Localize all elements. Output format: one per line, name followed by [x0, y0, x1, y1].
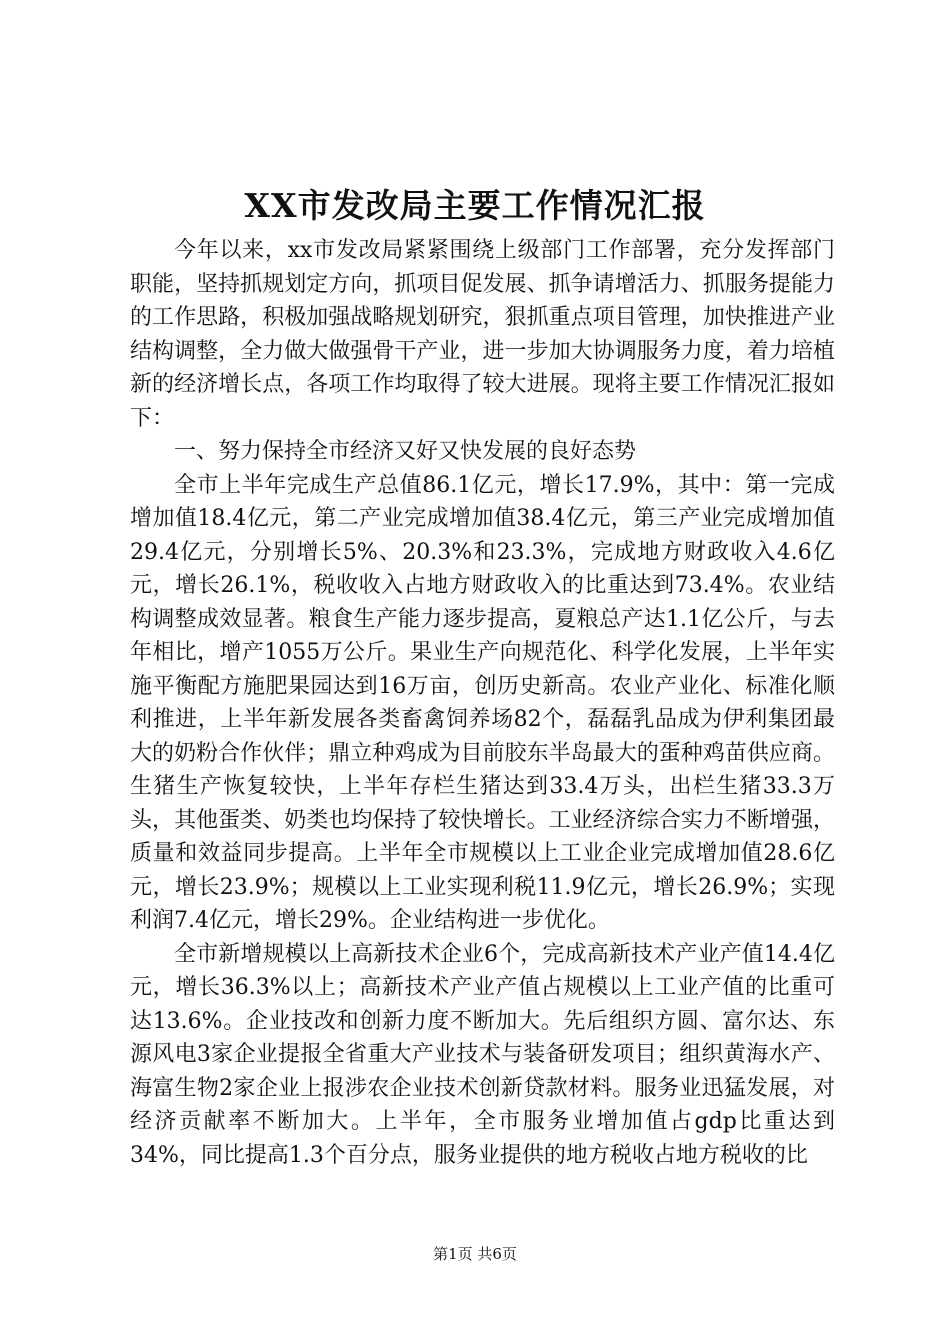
section-heading: 一、努力保持全市经济又好又快发展的良好态势 [174, 439, 637, 464]
document-body [130, 234, 835, 1172]
page-total: 共6页 [477, 1245, 517, 1263]
document-title: XX市发改局主要工作情况汇报 [244, 186, 706, 225]
page-number: 第1页 [433, 1245, 473, 1263]
intro-paragraph: 今年以来，xx市发改局紧紧围绕上级部门工作部署，充分发挥部门职能，坚持抓规划定方向，抓项目促发展、抓争请增活力、抓服务提能力的工作思路，积极加强战略规划研究，狠抓重点项目管理，加快推进产业结构调整，全力做大做强骨干产业，进一步加大协调服务力度，着力培植新的经济增长点，各项工作均取得了较大进展。现将主要工作情况汇报如下： [130, 238, 835, 431]
economy-paragraph: 全市上半年完成生产总值86.1亿元，增长17.9%，其中：第一完成增加值18.4亿元，第二产业完成增加值38.4亿元，第三产业完成增加值29.4亿元，分别增长5%、20.3%和23.3%，完成地方财政收入4.6亿元，增长26.1%，税收收入占地方财政收入的比重达到73.4%。农业结构调整成效显著。粮食生产能力逐步提高，夏粮总产达1.1亿公斤，与去年相比，增产1055万公斤。果业生产向规范化、科学化发展，上半年实施平衡配方施肥果园达到16万亩，创历史新高。农业产业化、标准化顺利推进，上半年新发展各类畜禽饲养场82个，磊磊乳品成为伊利集团最大的奶粉合作伙伴；鼎立种鸡成为目前胶东半岛最大的蛋种鸡苗供应商。生猪生产恢复较快，上半年存栏生猪达到33.4万头，出栏生猪33.3万头，其他蛋类、奶类也均保持了较快增长。工业经济综合实力不断增强，质量和效益同步提高。上半年全市规模以上工业企业完成增加值28.6亿元，增长23.9%；规模以上工业实现利税11.9亿元，增长26.9%；实现利润7.4亿元，增长29%。企业结构进一步优化。 [130, 472, 835, 933]
page-footer [0, 1244, 950, 1264]
hightech-paragraph: 全市新增规模以上高新技术企业6个，完成高新技术产业产值14.4亿元，增长36.3%以上；高新技术产业产值占规模以上工业产值的比重可达13.6%。企业技改和创新力度不断加大。先后组织方圆、富尔达、东源风电3家企业提报全省重大产业技术与装备研发项目；组织黄海水产、海富生物2家企业上报涉农企业技术创新贷款材料。服务业迅猛发展，对经济贡献率不断加大。上半年，全市服务业增加值占gdp比重达到34%，同比提高1.3个百分点，服务业提供的地方税收占地方税收的比 [130, 941, 835, 1168]
